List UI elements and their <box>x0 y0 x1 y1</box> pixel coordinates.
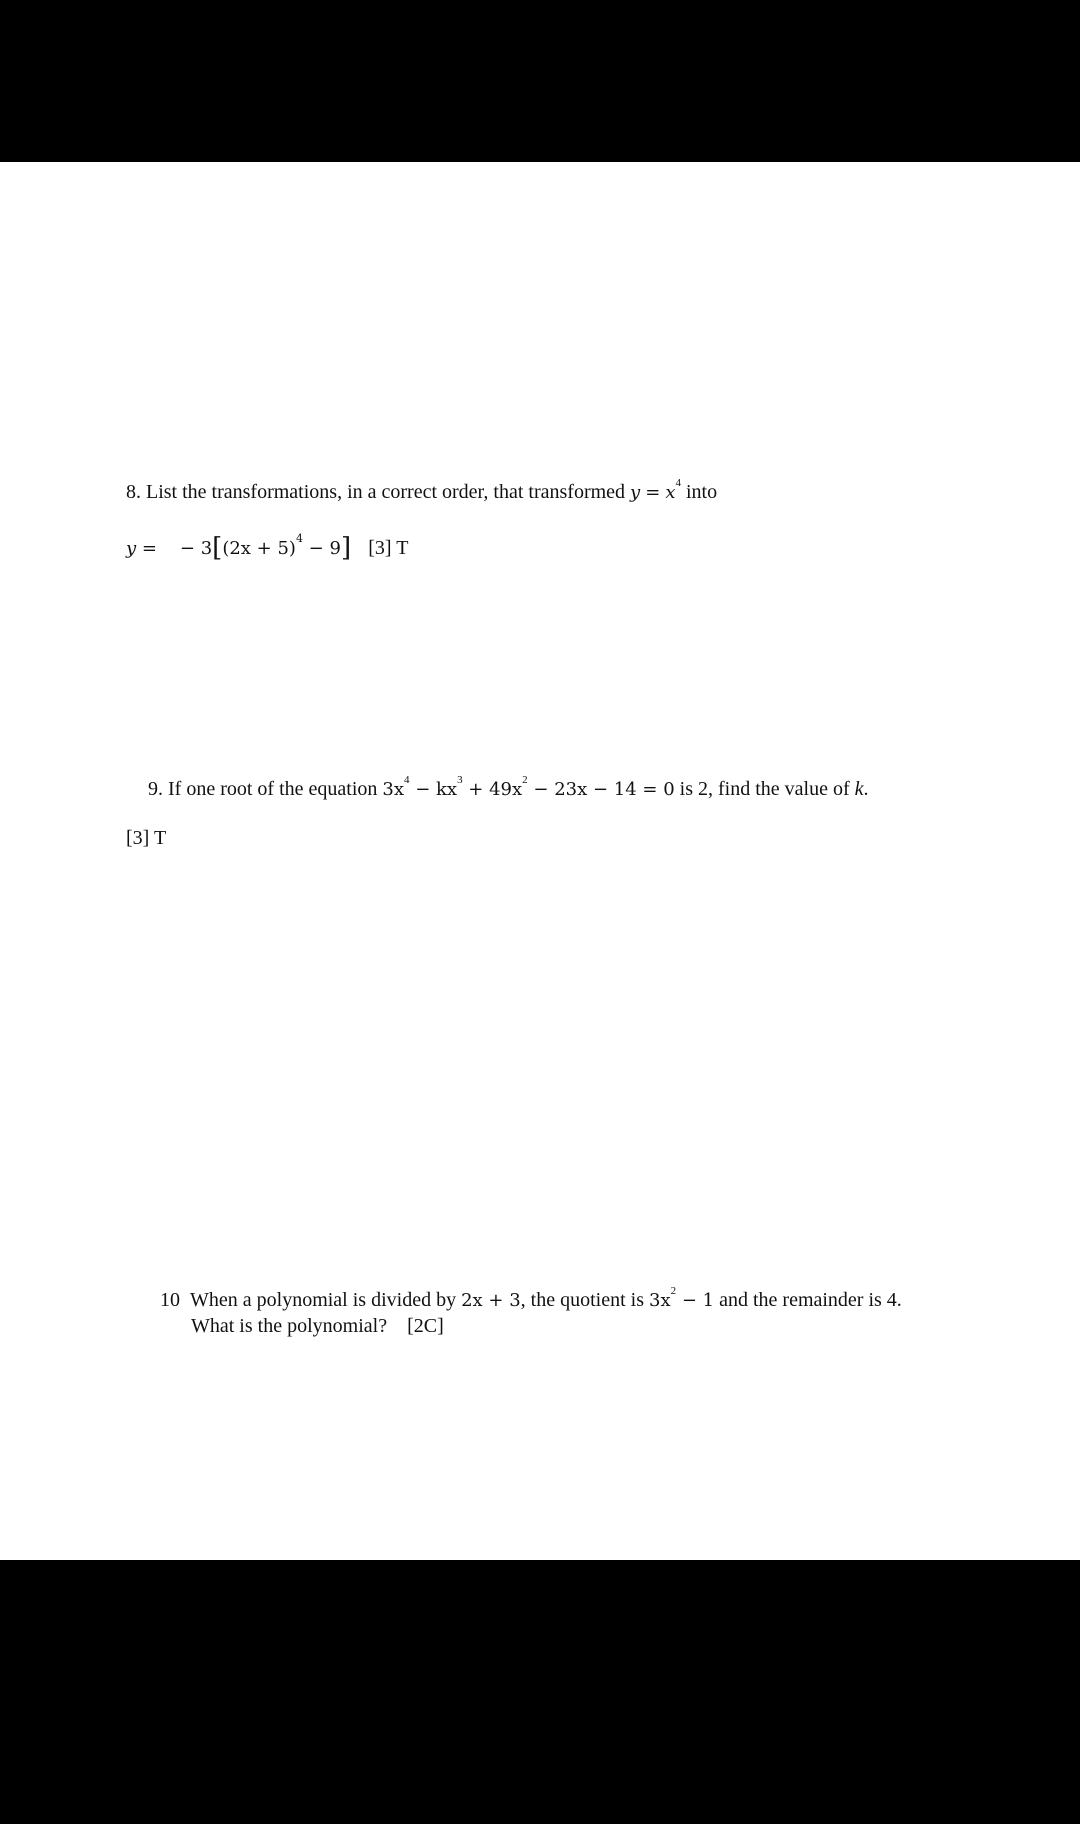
q9-exp-2: 3 <box>457 774 463 786</box>
top-black-bar <box>0 0 1080 162</box>
q9-exp-3: 2 <box>522 774 528 786</box>
q9-term-4: − 23x − 14 = 0 <box>527 779 675 800</box>
q9-term-1: 3x <box>382 779 404 800</box>
q10-text: When a polynomial is divided by <box>190 1289 457 1311</box>
bottom-black-bar <box>0 1560 1080 1824</box>
q8-into: into <box>685 481 718 503</box>
q9-text: 9. If one root of the equation <box>148 778 378 800</box>
q8-text: 8. List the transformations, in a correct order, that transformed <box>126 481 626 503</box>
q9-k: k <box>854 778 864 800</box>
document-page <box>0 162 1080 1560</box>
q8-target-minus: − <box>179 538 195 559</box>
q8-target-coef: 3 <box>200 538 213 559</box>
q10-quotient-tail: − 1 <box>676 1290 715 1311</box>
q9-period: . <box>863 778 869 800</box>
q8-x: x <box>665 482 676 503</box>
q10-quotient: 3x <box>649 1290 671 1311</box>
q10-marks: [2C] <box>407 1315 444 1337</box>
q8-target-lhs: y = <box>126 538 157 559</box>
q9-text-after: is 2, find the value of <box>674 778 850 800</box>
q9-term-2: − kx <box>409 779 458 800</box>
q10-divisor: 2x + 3 <box>461 1290 521 1311</box>
q10-number: 10 <box>160 1289 180 1311</box>
q9-term-3: + 49x <box>462 779 523 800</box>
q8-line-1 <box>126 477 718 507</box>
q10-question: What is the polynomial? <box>191 1315 388 1337</box>
q9-marks: [3] T <box>126 827 167 849</box>
q8-equals: = <box>645 482 661 503</box>
q8-open-bracket: [ <box>212 533 223 563</box>
q8-target-tail: − 9 <box>302 538 341 559</box>
q8-exponent: 4 <box>675 477 681 489</box>
q10-line-1 <box>160 1285 902 1315</box>
q8-y: y <box>630 482 641 503</box>
q8-line-2 <box>126 534 408 563</box>
q9-exp-1: 4 <box>403 774 410 786</box>
q8-marks: [3] T <box>368 537 409 559</box>
q10-line-2 <box>191 1314 444 1338</box>
q10-text-mid: , the quotient is <box>520 1289 644 1311</box>
q8-target-exp: 4 <box>295 532 303 545</box>
q9-line-1 <box>148 774 869 804</box>
q8-target-inner: (2x + 5) <box>222 538 296 559</box>
q10-quotient-exp: 2 <box>670 1285 677 1297</box>
q8-close-bracket: ] <box>340 533 352 563</box>
q10-text-after: and the remainder is 4. <box>714 1289 902 1311</box>
